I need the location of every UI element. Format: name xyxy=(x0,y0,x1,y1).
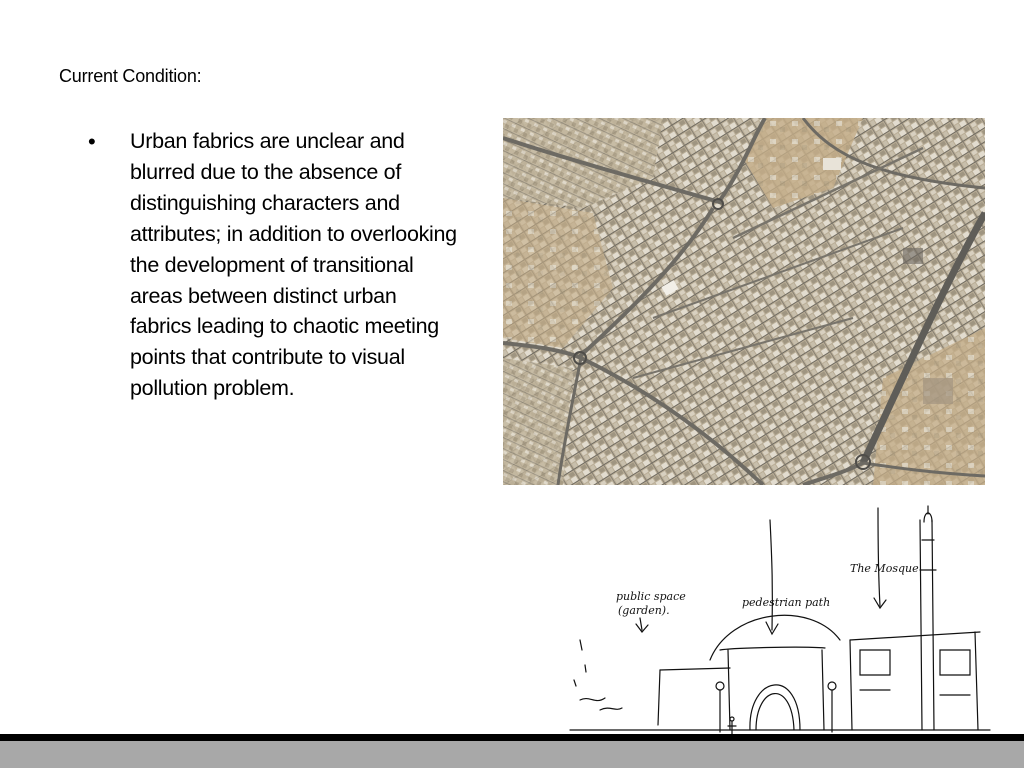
sketch-label-pedestrian-path: pedestrian path xyxy=(742,596,831,609)
bullet-dot-icon: • xyxy=(88,129,96,154)
street-sketch-drawing xyxy=(560,500,1000,736)
sketch-label-mosque: The Mosque xyxy=(850,562,919,575)
footer-dark-bar xyxy=(0,734,1024,741)
aerial-satellite-image xyxy=(503,118,985,485)
slide-title: Current Condition: xyxy=(59,66,202,86)
sketch-label-public-space: public space xyxy=(616,590,686,603)
sketch-label-garden: (garden). xyxy=(618,604,670,617)
bullet-text: Urban fabrics are unclear and blurred due to the absence of distinguishing characters and attributes; in addition to overlooking the development of transitional areas between distinct urban fabrics leading to chaotic meeting points that contribute to visual pollution problem. xyxy=(130,129,457,401)
bullet-item xyxy=(88,126,468,404)
bullet-list xyxy=(88,126,468,404)
footer-gray-bar xyxy=(0,741,1024,768)
